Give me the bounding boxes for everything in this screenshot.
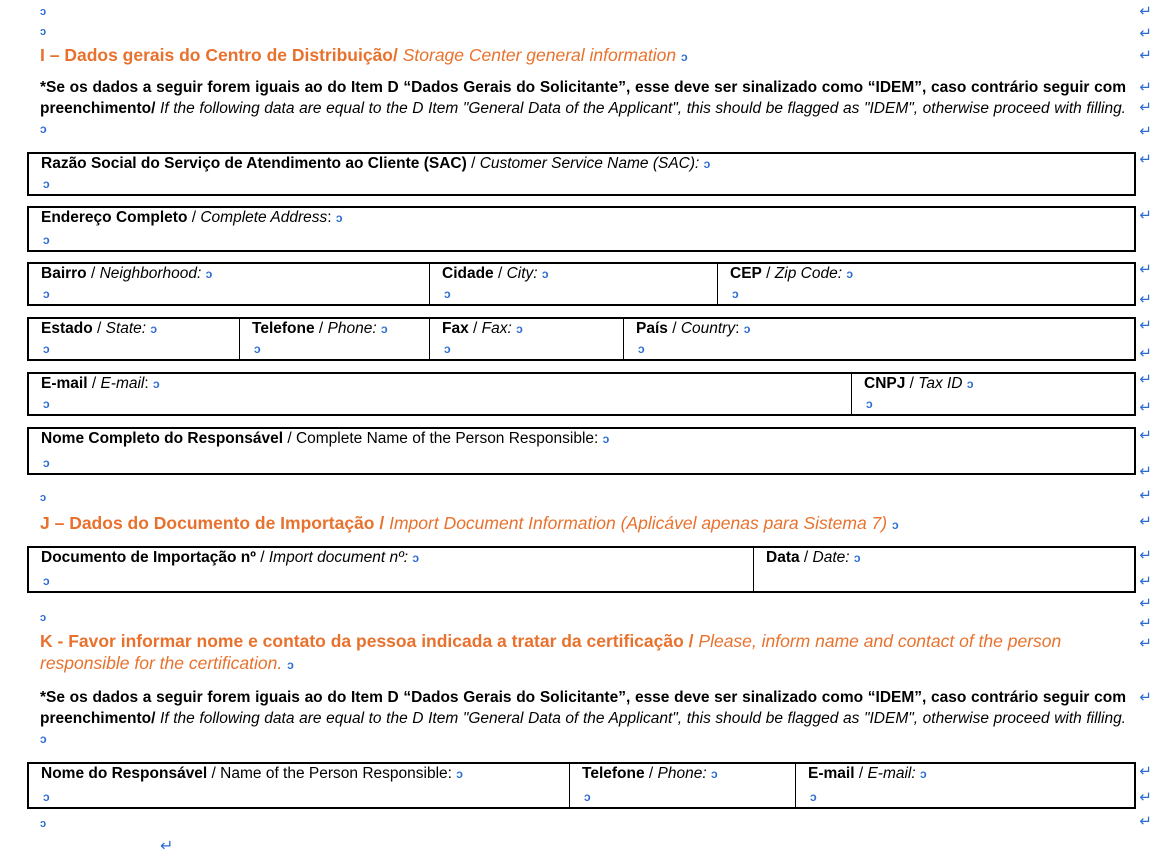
- cell-end-mark: ↄ: [152, 377, 160, 391]
- email-label-en: E-mail: [100, 375, 145, 392]
- section-k-note: [40, 688, 1126, 750]
- sac-row: [27, 152, 1136, 196]
- cell-end-mark: ↄ: [40, 122, 47, 136]
- cell-end-mark: ↄ: [43, 233, 50, 247]
- import-date-field[interactable]: Data / Date: ↄ: [753, 548, 1134, 591]
- cnpj-field[interactable]: CNPJ / Tax ID ↄ ↄ: [851, 374, 1134, 414]
- return-mark-icon: ↵: [1139, 123, 1152, 140]
- row-end-icon: ↵: [1139, 317, 1152, 334]
- sac-label-pt: Razão Social do Serviço de Atendimento ao Cliente (SAC): [41, 155, 467, 172]
- cell-end-mark: ↄ: [966, 377, 974, 391]
- cell-end-mark: ↄ: [40, 612, 47, 624]
- row-end-icon: ↵: [1139, 371, 1152, 388]
- sac-label-en: Customer Service Name (SAC):: [479, 155, 700, 172]
- row-end-icon: ↵: [1139, 291, 1152, 308]
- row-end-icon: ↵: [1139, 763, 1152, 780]
- k-phone-field[interactable]: Telefone / Phone: ↄ ↄ: [569, 764, 795, 807]
- cell-end-mark: ↄ: [150, 322, 158, 336]
- address-label-pt: Endereço Completo: [41, 209, 188, 226]
- address-label-en: Complete Address: [200, 209, 328, 226]
- import-doc-label-en: Import document nº:: [268, 549, 409, 566]
- cell-end-mark: ↄ: [380, 322, 388, 336]
- return-mark-icon: ↵: [1139, 513, 1152, 530]
- k-email-field[interactable]: E-mail / E-mail: ↄ ↄ: [795, 764, 1134, 807]
- return-mark-icon: ↵: [1139, 635, 1152, 652]
- import-doc-field[interactable]: Documento de Importação nº / Import document nº: ↄ ↄ: [41, 549, 420, 588]
- cell-end-mark: ↄ: [638, 342, 645, 356]
- location-row: [27, 262, 1136, 306]
- phone-label-en: Phone:: [327, 320, 377, 337]
- return-mark-icon: ↵: [160, 838, 174, 855]
- neighborhood-field[interactable]: Bairro / Neighborhood: ↄ ↄ: [41, 265, 213, 301]
- cell-end-mark: ↄ: [541, 267, 549, 281]
- row-end-icon: ↵: [1139, 789, 1152, 806]
- cell-end-mark: ↄ: [710, 767, 718, 781]
- cell-end-mark: ↄ: [40, 492, 47, 504]
- responsible-row: [27, 427, 1136, 475]
- import-doc-label-pt: Documento de Importação nº: [41, 549, 256, 566]
- address-field[interactable]: Endereço Completo / Complete Address: ↄ ↄ: [41, 209, 343, 247]
- cell-end-mark: ↄ: [412, 551, 420, 565]
- return-mark-icon: ↵: [1139, 463, 1152, 480]
- cell-end-mark: ↄ: [584, 790, 591, 804]
- return-mark-icon: ↵: [1139, 615, 1152, 632]
- responsible-field[interactable]: Nome Completo do Responsável / Complete Name of the Person Responsible: ↄ ↄ: [41, 430, 610, 470]
- row-end-icon: ↵: [1139, 345, 1152, 362]
- import-doc-row: [27, 546, 1136, 593]
- section-i-heading: [40, 44, 1132, 66]
- cell-end-mark: ↄ: [853, 551, 861, 565]
- responsible-label-en: Complete Name of the Person Responsible:: [295, 430, 599, 447]
- k-phone-label-pt: Telefone: [582, 765, 645, 782]
- city-field[interactable]: Cidade / City: ↄ ↄ: [429, 264, 717, 304]
- cnpj-label-en: Tax ID: [918, 375, 963, 392]
- country-label-en: Country: [680, 320, 736, 337]
- return-mark-icon: ↵: [1139, 79, 1152, 96]
- email-cnpj-row: [27, 372, 1136, 416]
- state-field[interactable]: Estado / State: ↄ ↄ: [41, 320, 158, 356]
- neighborhood-label-pt: Bairro: [41, 265, 87, 282]
- sac-field[interactable]: Razão Social do Serviço de Atendimento ao Cliente (SAC) / Customer Service Name (SAC): ↄ ↄ: [41, 155, 711, 191]
- cell-end-mark: ↄ: [680, 50, 688, 64]
- row-end-icon: ↵: [1139, 261, 1152, 278]
- return-mark-icon: ↵: [1139, 487, 1152, 504]
- cell-end-mark: ↄ: [254, 342, 261, 356]
- section-k-note-italic: If the following data are equal to the D Item "General Data of the Applicant", this should be flagged as "IDEM", otherwise proceed with filling.: [160, 709, 1126, 727]
- phone-field[interactable]: Telefone / Phone: ↄ ↄ: [239, 319, 429, 359]
- return-mark-icon: ↵: [1139, 99, 1152, 116]
- cell-end-mark: ↄ: [40, 26, 47, 38]
- import-date-label-en: Date:: [812, 549, 850, 566]
- cell-end-mark: ↄ: [732, 287, 739, 301]
- cell-end-mark: ↄ: [335, 211, 343, 225]
- cell-end-mark: ↄ: [43, 397, 50, 411]
- section-i-note-italic: If the following data are equal to the D Item "General Data of the Applicant", this should be flagged as "IDEM", otherwise proceed with filling.: [160, 99, 1126, 117]
- cell-end-mark: ↄ: [40, 732, 47, 746]
- return-mark-icon: ↵: [1139, 3, 1152, 20]
- k-phone-label-en: Phone:: [657, 765, 707, 782]
- cell-end-mark: ↄ: [602, 432, 610, 446]
- cell-end-mark: ↄ: [810, 790, 817, 804]
- row-end-icon: ↵: [1139, 207, 1152, 224]
- k-email-label-en: E-mail:: [867, 765, 916, 782]
- k-name-label-en: Name of the Person Responsible:: [220, 765, 452, 782]
- cell-end-mark: ↄ: [43, 177, 50, 191]
- row-end-icon: ↵: [1139, 151, 1152, 168]
- section-i-note-bold: *Se os dados a seguir forem iguais ao do Item D “Dados Gerais do Solicitante”, esse deve ser sinalizado como “IDEM”, caso contrário seguir com preenchimento/: [40, 79, 1126, 117]
- country-field[interactable]: País / Country: ↄ ↄ: [623, 319, 1134, 359]
- cell-end-mark: ↄ: [444, 287, 451, 301]
- cell-end-mark: ↄ: [516, 322, 523, 336]
- neighborhood-label-en: Neighborhood:: [99, 265, 202, 282]
- k-contact-row: [27, 762, 1136, 809]
- section-j-title-pt: J – Dados do Documento de Importação /: [40, 513, 385, 533]
- cell-end-mark: ↄ: [846, 267, 853, 281]
- return-mark-icon: ↵: [1139, 25, 1152, 42]
- import-date-label-pt: Data: [766, 549, 800, 566]
- city-label-en: City:: [506, 265, 538, 282]
- section-k-heading: [40, 630, 1126, 674]
- cell-end-mark: ↄ: [703, 157, 711, 171]
- fax-field[interactable]: Fax / Fax: ↄ ↄ: [429, 319, 623, 359]
- k-name-label-pt: Nome do Responsável: [41, 765, 208, 782]
- section-j-title-en: Import Document Information (Aplicável apenas para Sistema 7): [389, 513, 888, 533]
- cell-end-mark: ↄ: [919, 767, 927, 781]
- cell-end-mark: ↄ: [205, 267, 213, 281]
- phone-label-pt: Telefone: [252, 320, 315, 337]
- contact-row: [27, 317, 1136, 361]
- city-label-pt: Cidade: [442, 265, 494, 282]
- k-name-field[interactable]: Nome do Responsável / Name of the Person Responsible: ↄ ↄ: [41, 765, 463, 804]
- row-end-icon: ↵: [1139, 399, 1152, 416]
- row-end-icon: ↵: [1139, 427, 1152, 444]
- cell-end-mark: ↄ: [43, 574, 50, 588]
- fax-label-en: Fax:: [481, 320, 512, 337]
- state-label-pt: Estado: [41, 320, 93, 337]
- section-j-heading: [40, 512, 1132, 534]
- return-mark-icon: ↵: [1139, 689, 1152, 706]
- cell-end-mark: ↄ: [892, 518, 899, 532]
- state-label-en: State:: [105, 320, 147, 337]
- section-k-title-en: Please, inform name and contact of the person responsible for the certification.: [40, 631, 1062, 673]
- cell-end-mark: ↄ: [43, 287, 50, 301]
- cell-end-mark: ↄ: [40, 818, 47, 830]
- cell-end-mark: ↄ: [866, 397, 873, 411]
- address-row: [27, 206, 1136, 252]
- section-i-note: [40, 78, 1126, 140]
- zip-label-en: Zip Code:: [774, 265, 842, 282]
- cell-end-mark: ↄ: [287, 658, 294, 672]
- cell-end-mark: ↄ: [444, 342, 451, 356]
- section-k-note-bold: *Se os dados a seguir forem iguais ao do Item D “Dados Gerais do Solicitante”, esse deve ser sinalizado como “IDEM”, caso contrário seguir com preenchimento/: [40, 689, 1126, 727]
- cell-end-mark: ↄ: [40, 6, 47, 18]
- email-label-pt: E-mail: [41, 375, 88, 392]
- return-mark-icon: ↵: [1139, 47, 1152, 64]
- country-label-pt: País: [636, 320, 668, 337]
- cnpj-label-pt: CNPJ: [864, 375, 906, 392]
- fax-label-pt: Fax: [442, 320, 469, 337]
- cell-end-mark: ↄ: [43, 342, 50, 356]
- cell-end-mark: ↄ: [456, 767, 463, 781]
- email-field[interactable]: E-mail / E-mail: ↄ ↄ: [41, 375, 160, 411]
- cell-end-mark: ↄ: [743, 322, 751, 336]
- section-k-title-pt: K - Favor informar nome e contato da pessoa indicada a tratar da certificação /: [40, 631, 694, 651]
- cell-end-mark: ↄ: [43, 456, 50, 470]
- zip-field[interactable]: CEP / Zip Code: ↄ ↄ: [717, 264, 1134, 304]
- return-mark-icon: ↵: [1139, 813, 1152, 830]
- section-i-title-en: Storage Center general information: [402, 45, 677, 65]
- k-email-label-pt: E-mail: [808, 765, 855, 782]
- return-mark-icon: ↵: [1139, 595, 1152, 612]
- cell-end-mark: ↄ: [43, 790, 50, 804]
- section-i-title-pt: I – Dados gerais do Centro de Distribuição/: [40, 45, 398, 65]
- zip-label-pt: CEP: [730, 265, 762, 282]
- row-end-icon: ↵: [1139, 573, 1152, 590]
- row-end-icon: ↵: [1139, 547, 1152, 564]
- responsible-label-pt: Nome Completo do Responsável: [41, 430, 284, 447]
